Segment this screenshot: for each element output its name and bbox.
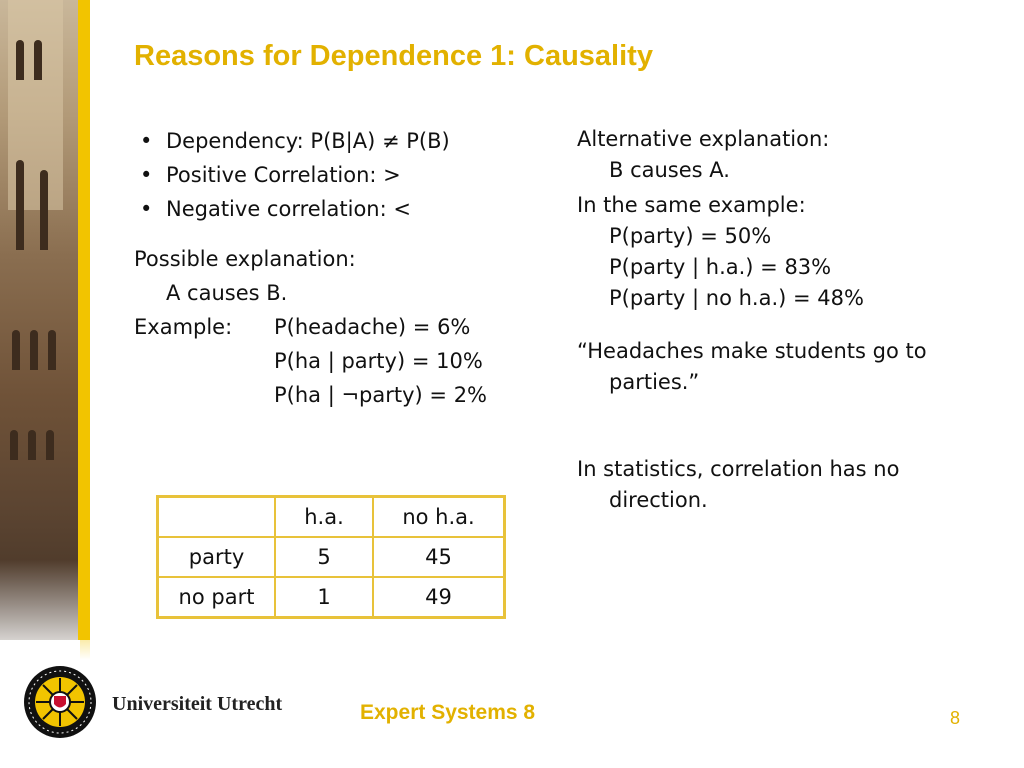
tower-photo <box>0 0 78 640</box>
table-header-cell: h.a. <box>275 497 373 538</box>
university-seal-logo <box>22 664 98 740</box>
table-cell: 1 <box>275 577 373 618</box>
left-column <box>134 124 564 412</box>
right-column <box>577 124 997 516</box>
same-example-line-1: P(party) = 50% <box>609 224 772 248</box>
possible-explanation <box>134 242 564 310</box>
table-cell: 49 <box>373 577 505 618</box>
accent-bar <box>78 0 90 640</box>
same-example-line-3: P(party | no h.a.) = 48% <box>609 286 864 310</box>
alternative-explanation-label: Alternative explanation: <box>577 127 830 151</box>
table-cell: no part <box>158 577 276 618</box>
bullet-negative-correlation: • Negative correlation: < <box>134 192 564 226</box>
headache-quote: “Headaches make students go to parties.” <box>577 339 927 394</box>
alternative-explanation-text: B causes A. <box>609 158 730 182</box>
table-header-row <box>158 497 505 538</box>
table-row <box>158 537 505 577</box>
table-header-cell <box>158 497 276 538</box>
page-number: 8 <box>950 708 961 728</box>
example-line-3: P(ha | ¬party) = 2% <box>274 383 488 407</box>
possible-explanation-text: A causes B. <box>166 281 288 305</box>
accent-bar-fade <box>80 600 90 660</box>
bullet-dependency: • Dependency: P(B|A) ≠ P(B) <box>134 124 564 158</box>
table-cell: party <box>158 537 276 577</box>
possible-explanation-label: Possible explanation: <box>134 247 356 271</box>
same-example-label: In the same example: <box>577 193 806 217</box>
table-cell: 45 <box>373 537 505 577</box>
footer-course-title: Expert Systems 8 <box>360 701 536 724</box>
table-header-cell: no h.a. <box>373 497 505 538</box>
example-line-2: P(ha | party) = 10% <box>274 349 483 373</box>
statistics-note: In statistics, correlation has no direction. <box>577 457 900 512</box>
bullet-positive-correlation: • Positive Correlation: > <box>134 158 564 192</box>
same-example-line-2: P(party | h.a.) = 83% <box>609 255 832 279</box>
university-name: Universiteit Utrecht <box>112 693 283 715</box>
example-line-1: P(headache) = 6% <box>274 315 471 339</box>
contingency-table <box>156 495 506 619</box>
slide-title: Reasons for Dependence 1: Causality <box>134 40 653 72</box>
example-block <box>134 310 564 412</box>
table-cell: 5 <box>275 537 373 577</box>
example-label: Example: <box>134 315 233 339</box>
table-row <box>158 577 505 618</box>
photo-fade <box>0 560 90 680</box>
bullet-list <box>134 124 564 226</box>
